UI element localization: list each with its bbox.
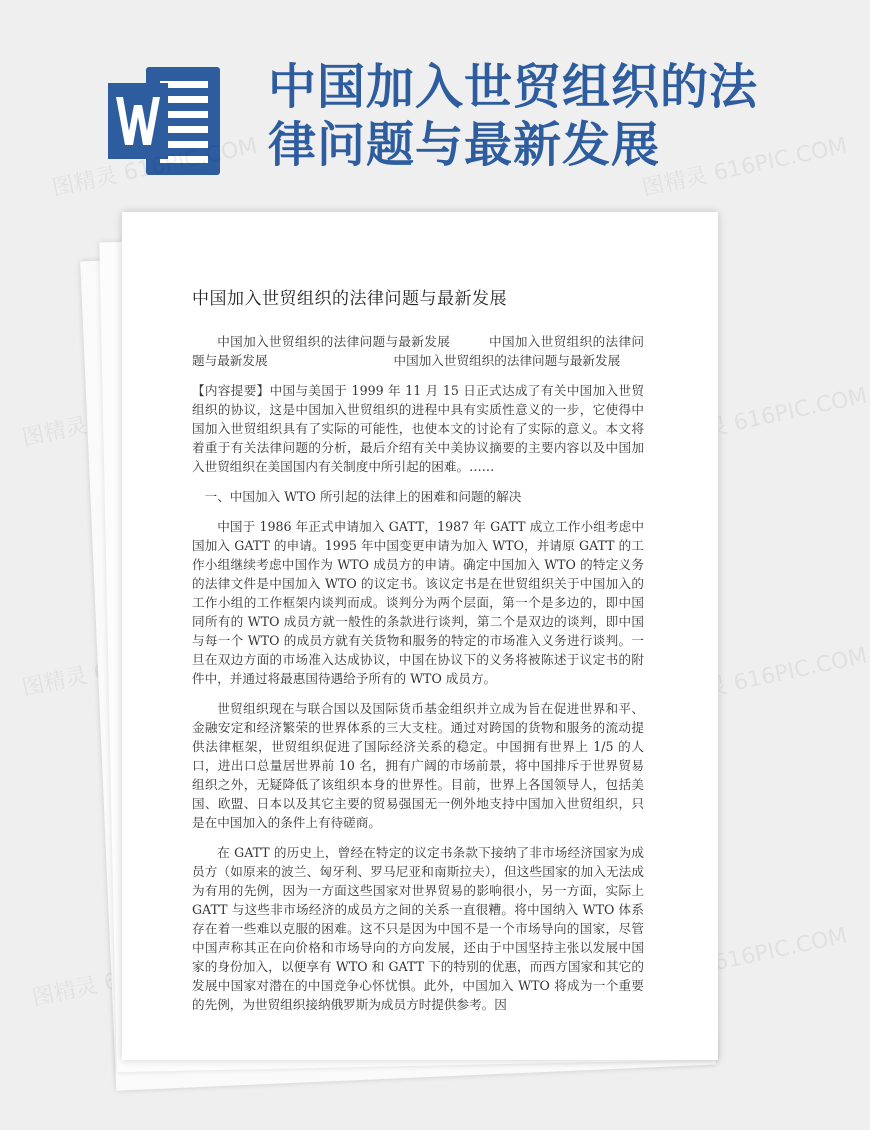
- repeat-title-line: 中国加入世贸组织的法律问题与最新发展 中国加入世贸组织的法律问题与最新发展 中国加入世贸组织的法律问题与最新发展: [192, 334, 644, 368]
- watermark: 图精灵 616PIC.COM: [640, 923, 850, 992]
- watermark: 图精灵: [20, 413, 90, 452]
- body-paragraph: 世贸组织现在与联合国以及国际货币基金组织并立成为旨在促进世界和平、金融安定和经济繁荣的世界体系的三大支柱。通过对跨国的货物和服务的流动提供法律框架，世贸组织促进了国际经济关系的稳定。中国拥有世界上 1/5 的人口，进出口总量居世界前 10 名，拥有广阔的市场前景，将中国排斥于世界贸易组织之外，无疑降低了该组织本身的世界性。目前，世界上各国领导人，包括美国、欧盟、日本以及其它主要的贸易强国无一例外地支持中国加入世贸组织，只是在中国加入的条件上有待磋商。: [192, 701, 644, 830]
- body-paragraph: 在 GATT 的历史上，曾经在特定的议定书条款下接纳了非市场经济国家为成员方（如原来的波兰、匈牙利、罗马尼亚和南斯拉夫），但这些国家的加入无法成为有用的先例，因为一方面这些国家对世界贸易的影响很小，另一方面，实际上 GATT 与这些非市场经济的成员方之间的关系一直很糟。将中国纳入 WTO 体系存在着一些难以克服的困难。这不只是因为中国不是一个市场导向的国家，尽管中国声称其正在向价格和市场导向的方向发展，还由于中国坚持主张以发展中国家的身份加入，以便享有 WTO 和 GATT 下的特别的优惠，而西方国家和其它的发展中国家对潜在的中国竞争心怀忧惧。此外，中国加入 WTO 将成为一个重要的先例，为世贸组织接纳俄罗斯为成员方时提供参考。因: [192, 845, 644, 1012]
- word-doc-icon: [108, 67, 220, 175]
- watermark: 图精灵: [20, 663, 90, 702]
- header-banner: [0, 0, 800, 200]
- document-body: [192, 332, 644, 1025]
- document-title: 中国加入世贸组织的法律问题与最新发展: [192, 289, 507, 309]
- watermark: 图精灵 616PIC.COM: [660, 643, 870, 712]
- body-paragraph: 中国于 1986 年正式申请加入 GATT，1987 年 GATT 成立工作小组考虑中国加入 GATT 的申请。1995 年中国变更申请为加入 WTO，并请原 GATT 的工作小组继续考虑中国作为 WTO 成员方的申请。确定中国加入 WTO 的特定义务的法律文件是中国加入 WTO 的议定书。该议定书是在世贸组织关于中国加入的工作小组的工作框架内谈判而成。谈判分为两个层面，第一个是多边的，即中国同所有的 WTO 成员方就一般性的条款进行谈判，第二个是双边的谈判，即中国与每一个 WTO 的成员方就有关货物和服务的特定的市场准入义务进行谈判。一旦在双边方面的市场准入达成协议，中国在协议下的义务将被陈述于议定书的附件中，并通过将最惠国待遇给予所有的 WTO 成员方。: [192, 519, 644, 686]
- abstract-paragraph: 【内容提要】中国与美国于 1999 年 11 月 15 日正式达成了有关中国加入世贸组织的协议，这是中国加入世贸组织的进程中具有实质性意义的一步，它使得中国加入世贸组织具有了实际的可能性，也使本文的讨论有了实际的意义。本文将着重于有关法律问题的分析，最后介绍有关中美协议摘要的主要内容以及中国加入世贸组织在美国国内有关制度中所引起的困难。……: [192, 383, 644, 474]
- watermark: 图精灵: [50, 163, 120, 202]
- watermark: 图精灵 616PIC.COM: [640, 133, 850, 202]
- document-page: [122, 212, 718, 1060]
- section-heading: 一、中国加入 WTO 所引起的法律上的困难和问题的解决: [204, 489, 522, 504]
- banner-title: 中国加入世贸组织的法律问题与最新发展: [268, 59, 759, 173]
- watermark: 图精灵: [30, 973, 100, 1012]
- watermark: 图精灵 616PIC.COM: [660, 383, 870, 452]
